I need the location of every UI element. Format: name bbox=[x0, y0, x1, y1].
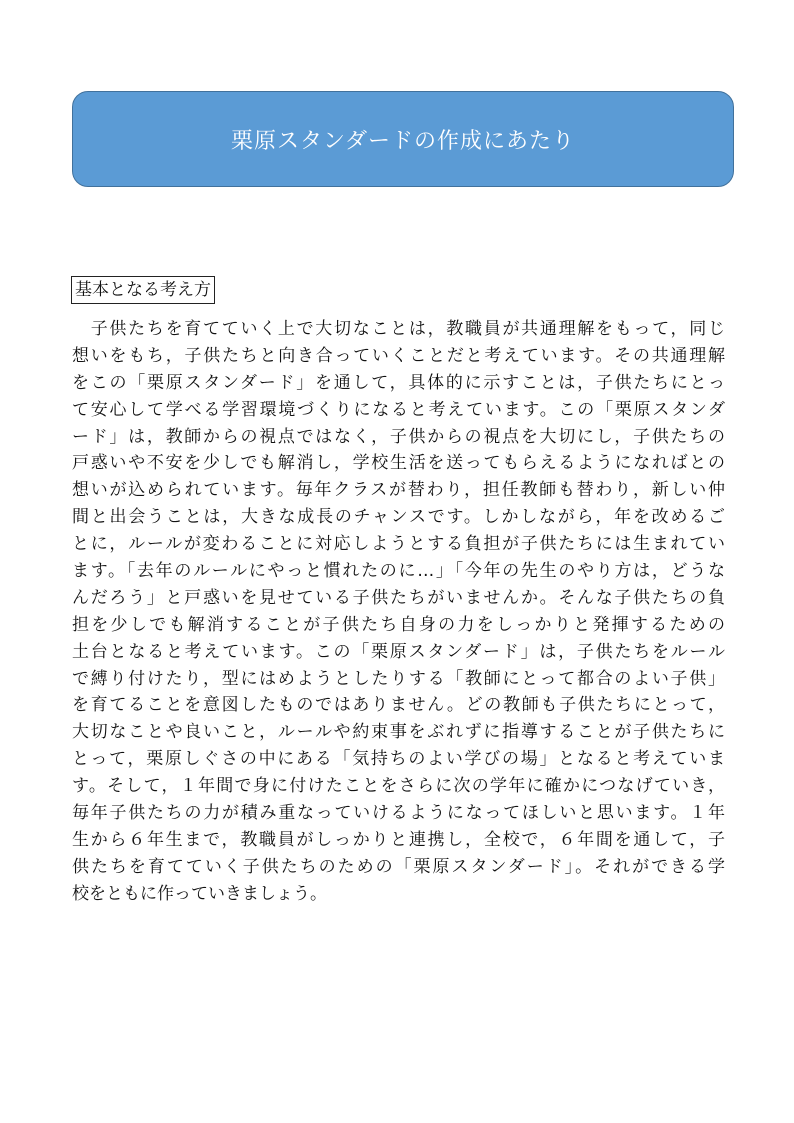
body-line: 生から６年生まで，教職員がしっかりと連携し，全校で，６年間を通して，子 bbox=[72, 829, 725, 850]
title-banner bbox=[72, 91, 734, 187]
section-heading: 基本となる考え方 bbox=[71, 276, 215, 304]
body-line: 大切なことや良いこと，ルールや約束事をぶれずに指導することが子供たちに bbox=[72, 722, 725, 743]
body-line: 土台となると考えています。この「栗原スタンダード」は，子供たちをルール bbox=[72, 641, 725, 662]
body-line: 想いをもち，子供たちと向き合っていくことだと考えています。その共通理解 bbox=[72, 345, 725, 366]
body-line: す。そして，１年間で身に付けたことをさらに次の学年に確かにつなげていき， bbox=[72, 776, 725, 797]
body-line: 校をともに作っていきましょう。 bbox=[72, 883, 327, 904]
body-line: で縛り付けたり，型にはめようとしたりする「教師にとって都合のよい子供」 bbox=[72, 668, 725, 689]
body-line: て安心して学べる学習環境づくりになると考えています。この「栗原スタンダ bbox=[72, 399, 725, 420]
page-title: 栗原スタンダードの作成にあたり bbox=[230, 128, 576, 154]
body-line: んだろう」と戸惑いを見せている子供たちがいませんか。そんな子供たちの負 bbox=[72, 587, 725, 608]
body-line: を育てることを意図したものではありません。どの教師も子供たちにとって， bbox=[72, 695, 725, 716]
body-line: 担を少しでも解消することが子供たち自身の力をしっかりと発揮するための bbox=[72, 614, 725, 635]
body-line: 供たちを育てていく子供たちのための「栗原スタンダード」。それができる学 bbox=[72, 856, 725, 877]
body-line: ます。「去年のルールにやっと慣れたのに…」「今年の先生のやり方は，どうな bbox=[72, 561, 725, 582]
body-line: とって，栗原しぐさの中にある「気持ちのよい学びの場」となると考えていま bbox=[72, 749, 725, 770]
body-line: 子供たちを育てていく上で大切なことは，教職員が共通理解をもって，同じ bbox=[72, 319, 725, 339]
body-paragraph bbox=[72, 316, 725, 908]
body-line: 毎年子供たちの力が積み重なっていけるようになってほしいと思います。１年 bbox=[72, 803, 725, 824]
body-line: 想いが込められています。毎年クラスが替わり，担任教師も替わり，新しい仲 bbox=[72, 480, 725, 501]
body-line: 戸惑いや不安を少しでも解消し，学校生活を送ってもらえるようになればとの bbox=[72, 453, 725, 474]
body-line: 間と出会うことは，大きな成長のチャンスです。しかしながら，年を改めるご bbox=[72, 507, 725, 528]
body-line: をこの「栗原スタンダード」を通して，具体的に示すことは，子供たちにとっ bbox=[72, 372, 725, 393]
body-line: とに，ルールが変わることに対応しようとする負担が子供たちには生まれてい bbox=[72, 534, 725, 555]
body-line: ード」は，教師からの視点ではなく，子供からの視点を大切にし，子供たちの bbox=[72, 426, 725, 447]
